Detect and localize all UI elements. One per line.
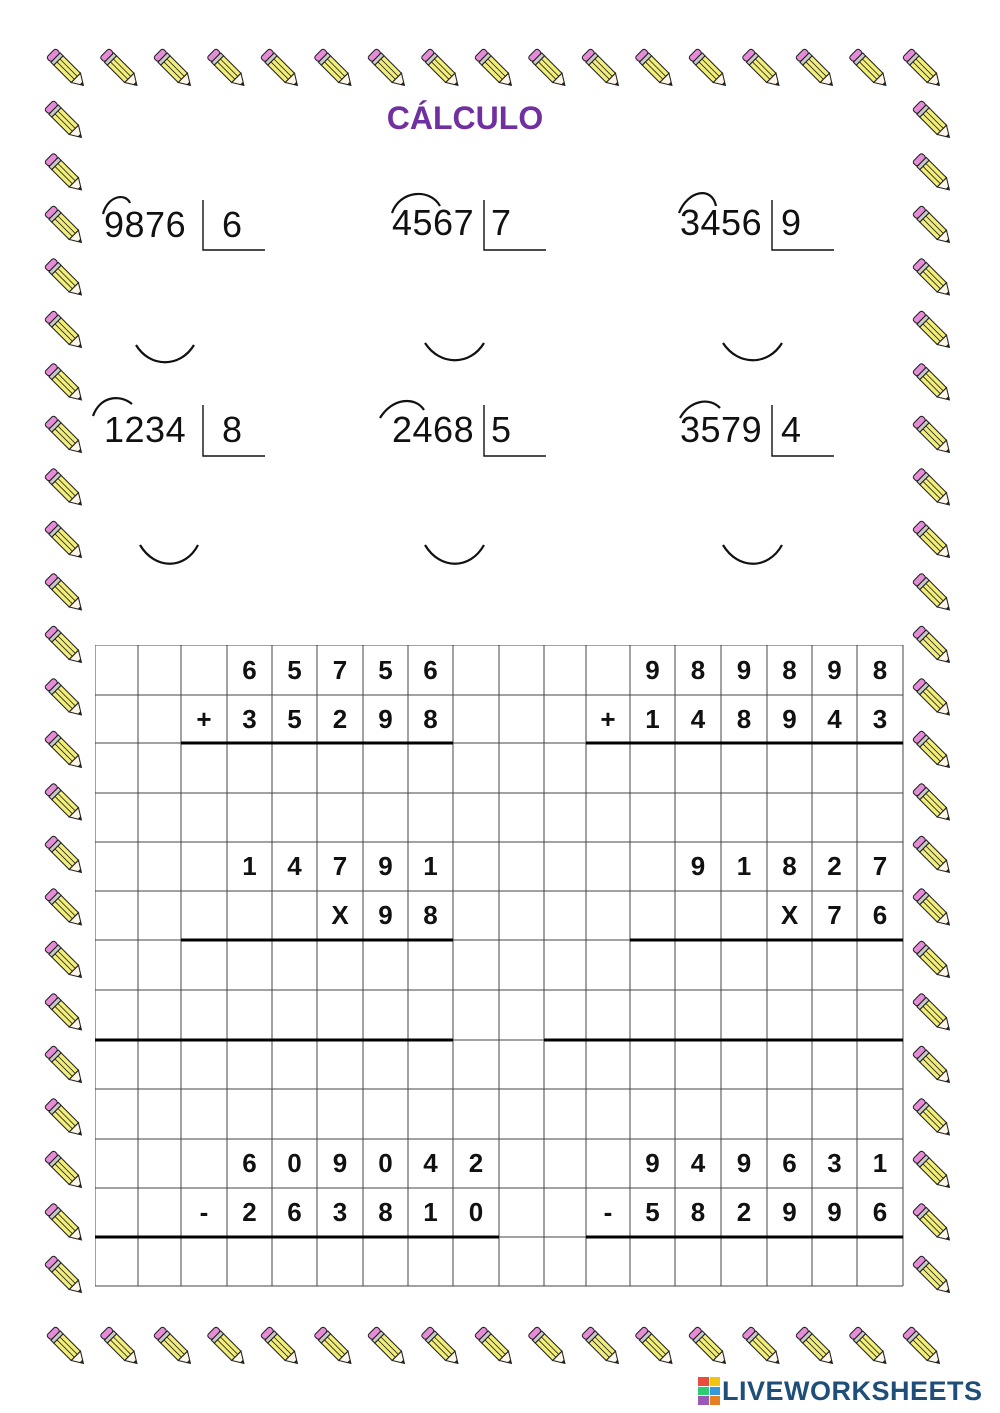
pencil-icon xyxy=(912,310,954,352)
division-dividend: 2468 xyxy=(392,409,475,450)
pencil-icon xyxy=(46,48,88,90)
pencil-icon xyxy=(44,153,86,195)
grid-digit: 9 xyxy=(736,654,752,685)
pencil-icon xyxy=(742,1326,784,1368)
grid-digit: 8 xyxy=(690,1197,706,1227)
pencil-icon xyxy=(912,678,954,720)
grid-digit: 1 xyxy=(423,1197,438,1227)
grid-digit: 9 xyxy=(645,1148,660,1178)
pencil-icon xyxy=(912,153,954,195)
pencil-icon xyxy=(528,1326,570,1368)
pencil-icon xyxy=(44,940,86,982)
grid-digit: 5 xyxy=(645,1197,660,1227)
division-dividend: 9876 xyxy=(104,204,187,245)
pencil-icon xyxy=(44,100,86,142)
grid-digit: 1 xyxy=(645,703,660,734)
grid-digit: 5 xyxy=(378,654,393,685)
pencil-icon xyxy=(474,1326,516,1368)
pencil-icon xyxy=(795,48,837,90)
grid-digit: 7 xyxy=(332,654,348,685)
pencil-icon xyxy=(795,1326,837,1368)
grid-digit: 5 xyxy=(287,654,302,685)
division-dividend: 3456 xyxy=(680,202,763,243)
pencil-icon xyxy=(912,258,954,300)
grid-digit: 9 xyxy=(332,1148,348,1178)
pencil-icon xyxy=(849,48,891,90)
operation-sign: - xyxy=(199,1197,209,1227)
pencil-icon xyxy=(367,48,409,90)
pencil-icon xyxy=(912,468,954,510)
pencil-icon xyxy=(44,205,86,247)
pencil-icon xyxy=(912,993,954,1035)
grid-digit: 2 xyxy=(332,703,348,734)
pencil-icon xyxy=(207,1326,249,1368)
grid-digit: 5 xyxy=(287,703,302,734)
pencil-icon xyxy=(912,888,954,930)
grid-digit: 3 xyxy=(827,1148,842,1178)
grid-digit: 4 xyxy=(423,1148,438,1178)
pencil-icon xyxy=(44,678,86,720)
division-divisor: 5 xyxy=(491,409,512,450)
pencil-icon xyxy=(367,1326,409,1368)
grid-digit: 1 xyxy=(423,851,438,881)
grid-digit: 9 xyxy=(690,851,706,881)
grid-digit: 9 xyxy=(378,703,393,734)
grid-digit: 8 xyxy=(782,851,797,881)
grid-digit: 9 xyxy=(736,1148,752,1178)
pencil-icon xyxy=(314,48,356,90)
liveworksheets-logo xyxy=(698,1374,983,1408)
pencil-icon xyxy=(912,940,954,982)
grid-digit: 2 xyxy=(736,1197,752,1227)
pencil-icon xyxy=(912,415,954,457)
division-dividend: 4567 xyxy=(392,202,475,243)
grid-digit: 6 xyxy=(242,654,257,685)
pencil-icon xyxy=(207,48,249,90)
grid-digit: 8 xyxy=(872,654,888,685)
pencil-icon xyxy=(46,1326,88,1368)
grid-digit: 6 xyxy=(287,1197,302,1227)
pencil-icon xyxy=(44,888,86,930)
pencil-icon xyxy=(44,310,86,352)
pencil-icon xyxy=(912,625,954,667)
pencil-icon xyxy=(44,1255,86,1297)
grid-digit: 6 xyxy=(782,1148,797,1178)
grid-digit: 8 xyxy=(423,900,438,930)
pencil-icon xyxy=(849,1326,891,1368)
pencil-icon xyxy=(44,573,86,615)
grid-digit: 8 xyxy=(423,703,438,734)
division-divisor: 4 xyxy=(781,409,802,450)
pencil-icon xyxy=(902,1326,944,1368)
grid-digit: 2 xyxy=(827,851,842,881)
grid-digit: 8 xyxy=(690,654,706,685)
pencil-icon xyxy=(44,783,86,825)
grid-digit: 3 xyxy=(872,703,888,734)
pencil-icon xyxy=(635,1326,677,1368)
grid-digit: 0 xyxy=(287,1148,302,1178)
pencil-icon xyxy=(912,1203,954,1245)
grid-digit: 0 xyxy=(468,1197,484,1227)
pencil-icon xyxy=(421,1326,463,1368)
pencil-icon xyxy=(44,468,86,510)
grid-digit: 6 xyxy=(423,654,438,685)
grid-digit: 6 xyxy=(242,1148,257,1178)
brand-name: LIVEWORKSHEETS xyxy=(722,1375,983,1406)
division-divisor: 8 xyxy=(222,409,243,450)
pencil-icon xyxy=(44,835,86,877)
grid-digit: 1 xyxy=(242,851,257,881)
pencil-icon xyxy=(912,1098,954,1140)
pencil-icon xyxy=(912,783,954,825)
grid-digit: 7 xyxy=(872,851,888,881)
division-divisor: 6 xyxy=(222,204,243,245)
grid-digit: 9 xyxy=(827,1197,842,1227)
pencil-icon xyxy=(421,48,463,90)
grid-digit: 0 xyxy=(378,1148,393,1178)
grid-digit: 4 xyxy=(287,851,302,881)
grid-digit: 9 xyxy=(378,900,393,930)
pencil-icon xyxy=(742,48,784,90)
division-divisor: 7 xyxy=(491,202,512,243)
grid-digit: 2 xyxy=(468,1148,484,1178)
pencil-icon xyxy=(912,1150,954,1192)
grid-digit: 7 xyxy=(332,851,348,881)
pencil-icon xyxy=(44,625,86,667)
brand-mark-icon xyxy=(698,1377,720,1405)
pencil-icon xyxy=(635,48,677,90)
pencil-icon xyxy=(44,520,86,562)
pencil-icon xyxy=(474,48,516,90)
pencil-icon xyxy=(260,1326,302,1368)
pencil-icon xyxy=(688,1326,730,1368)
pencil-icon xyxy=(44,1150,86,1192)
pencil-icon xyxy=(688,48,730,90)
pencil-icon xyxy=(100,1326,142,1368)
grid-digit: 6 xyxy=(872,900,888,930)
grid-digit: 4 xyxy=(827,703,842,734)
grid-digit: 3 xyxy=(332,1197,348,1227)
grid-digit: 9 xyxy=(827,654,842,685)
page-title: CÁLCULO xyxy=(386,100,544,136)
grid-digit: 9 xyxy=(645,654,660,685)
grid-digit: 8 xyxy=(782,654,797,685)
pencil-icon xyxy=(44,993,86,1035)
grid-digit: 2 xyxy=(242,1197,257,1227)
grid-digit: 1 xyxy=(872,1148,888,1178)
grid-digit: 1 xyxy=(736,851,752,881)
pencil-icon xyxy=(44,363,86,405)
operation-sign: + xyxy=(600,703,616,734)
pencil-icon xyxy=(912,100,954,142)
grid-digit: 8 xyxy=(378,1197,393,1227)
pencil-icon xyxy=(44,1098,86,1140)
grid-digit: 9 xyxy=(782,703,797,734)
pencil-icon xyxy=(260,48,302,90)
grid-digit: 3 xyxy=(242,703,257,734)
grid-digit: 6 xyxy=(872,1197,888,1227)
pencil-icon xyxy=(44,1045,86,1087)
pencil-icon xyxy=(44,258,86,300)
grid-digit: 8 xyxy=(736,703,752,734)
operation-sign: + xyxy=(196,703,212,734)
pencil-icon xyxy=(912,1045,954,1087)
grid-digit: 4 xyxy=(690,703,706,734)
pencil-icon xyxy=(581,48,623,90)
pencil-icon xyxy=(912,835,954,877)
pencil-icon xyxy=(912,363,954,405)
grid-digit: 9 xyxy=(378,851,393,881)
pencil-icon xyxy=(912,730,954,772)
grid-digit: 7 xyxy=(827,900,842,930)
pencil-icon xyxy=(581,1326,623,1368)
pencil-icon xyxy=(153,1326,195,1368)
division-dividend: 3579 xyxy=(680,409,763,450)
pencil-icon xyxy=(912,1255,954,1297)
pencil-icon xyxy=(153,48,195,90)
operation-sign: X xyxy=(331,900,349,930)
pencil-icon xyxy=(44,415,86,457)
pencil-icon xyxy=(44,1203,86,1245)
pencil-icon xyxy=(44,730,86,772)
pencil-icon xyxy=(314,1326,356,1368)
division-divisor: 9 xyxy=(781,202,802,243)
operation-sign: - xyxy=(603,1197,613,1227)
division-dividend: 1234 xyxy=(104,409,187,450)
pencil-icon xyxy=(912,520,954,562)
grid-digit: 9 xyxy=(782,1197,797,1227)
pencil-icon xyxy=(902,48,944,90)
pencil-icon xyxy=(912,205,954,247)
pencil-icon xyxy=(528,48,570,90)
operation-sign: X xyxy=(780,900,799,930)
pencil-icon xyxy=(912,573,954,615)
pencil-icon xyxy=(100,48,142,90)
grid-digit: 4 xyxy=(690,1148,706,1178)
